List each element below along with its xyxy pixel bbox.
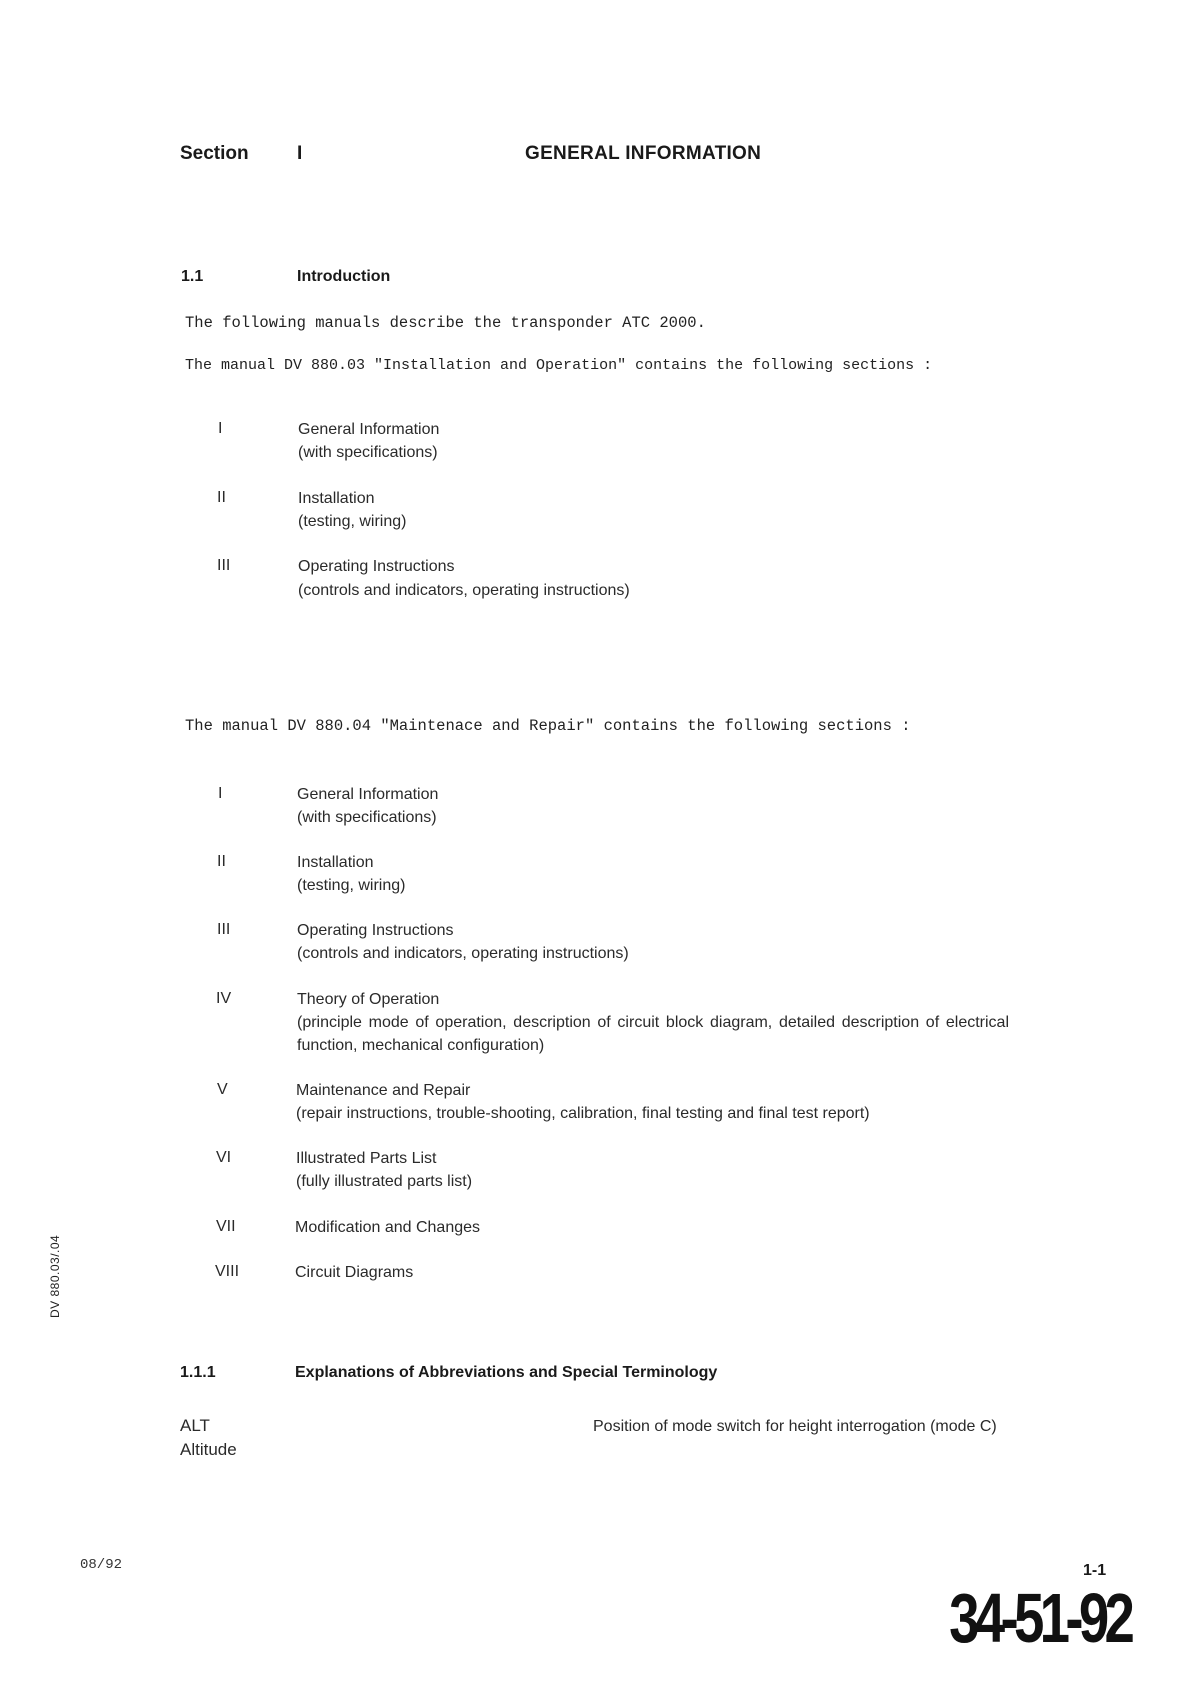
list-item-sub: (repair instructions, trouble-shooting, calibration, final testing and final test report) (296, 1105, 870, 1122)
list-item-number: II (217, 853, 226, 870)
list-item-title: General Information (297, 786, 439, 803)
list-item-title: Operating Instructions (298, 558, 455, 575)
list-item-title: Maintenance and Repair (296, 1082, 471, 1099)
list-item-title: General Information (298, 421, 440, 438)
list-item-title: Operating Instructions (297, 922, 454, 939)
list-item-sub: (testing, wiring) (297, 877, 406, 894)
list-item-number: V (217, 1081, 228, 1098)
document-number: 34-51-92 (948, 1579, 1130, 1657)
intro-line-1: The following manuals describe the transponder ATC 2000. (185, 314, 706, 332)
list-item-number: IV (216, 990, 232, 1007)
list-item-number: VI (216, 1149, 232, 1166)
list-item-number: III (217, 557, 231, 574)
list-item-title: Installation (298, 490, 375, 507)
page-title: GENERAL INFORMATION (525, 143, 762, 164)
list-item-title: Theory of Operation (297, 991, 440, 1008)
list-item-number: I (218, 420, 223, 437)
list-item-number: III (217, 921, 231, 938)
list-item-sub: (controls and indicators, operating instructions) (297, 945, 629, 962)
list-item-sub: (fully illustrated parts list) (296, 1173, 473, 1190)
intro-title: Introduction (297, 268, 391, 285)
list-item-title: Illustrated Parts List (296, 1150, 437, 1167)
list-item-number: VII (216, 1218, 236, 1235)
list-item-number: VIII (215, 1263, 240, 1280)
abbrev-term-full: Altitude (180, 1440, 237, 1459)
intro-line-2: The manual DV 880.03 "Installation and Operation" contains the following sections : (185, 357, 933, 374)
manual2-line: The manual DV 880.04 "Maintenace and Repair" contains the following sections : (185, 717, 911, 735)
section-number: I (297, 143, 303, 164)
list-item-title: Circuit Diagrams (295, 1264, 414, 1281)
list-item-title: Modification and Changes (295, 1219, 481, 1236)
intro-number: 1.1 (181, 268, 204, 285)
list-item-sub: (controls and indicators, operating instructions) (298, 582, 630, 599)
footer-date: 08/92 (80, 1557, 123, 1573)
list-item-sub: (with specifications) (297, 809, 437, 826)
abbrev-term: ALT (180, 1416, 210, 1435)
list-item-title: Installation (297, 854, 374, 871)
list-item-number: II (217, 489, 226, 506)
page-number: 1-1 (1083, 1562, 1107, 1579)
abbrev-description: Position of mode switch for height interrogation (mode C) (593, 1418, 997, 1435)
list-item-sub: (principle mode of operation, description of circuit block diagram, detailed description of electrical function, mechanical configuration) (297, 1014, 1009, 1054)
list-item-number: I (218, 785, 223, 802)
abbrev-title: Explanations of Abbreviations and Special Terminology (295, 1364, 718, 1381)
margin-document-code: DV 880.03/.04 (48, 1234, 62, 1318)
abbrev-number: 1.1.1 (180, 1364, 216, 1381)
section-label: Section (180, 143, 249, 164)
list-item-sub: (testing, wiring) (298, 513, 407, 530)
list-item-sub: (with specifications) (298, 444, 438, 461)
